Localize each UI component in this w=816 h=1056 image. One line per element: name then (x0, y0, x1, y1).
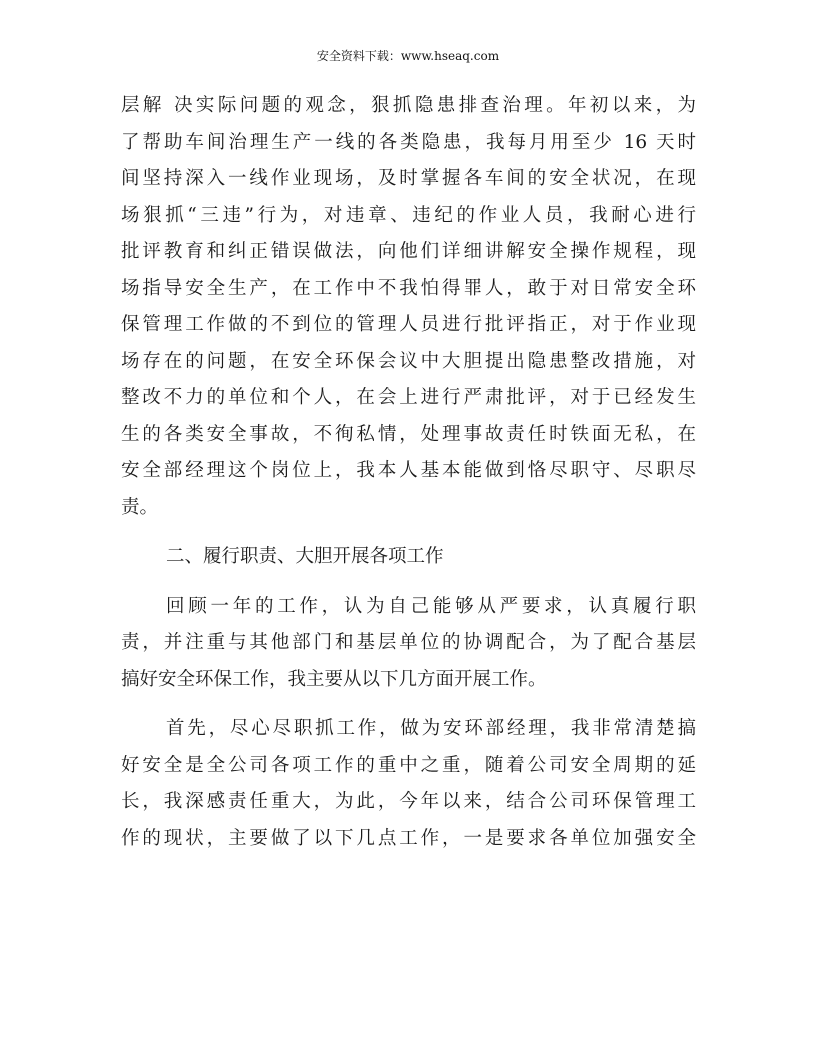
text-line: 保管理工作做的不到位的管理人员进行批评指正，对于作业现 (121, 314, 696, 335)
text-line: 批评教育和纠正错误做法，向他们详细讲解安全操作规程，现 (121, 241, 696, 262)
text-line: 层解 决实际问题的观念，狠抓隐患排查治理。年初以来，为 (121, 95, 696, 116)
text-line: 回顾一年的工作，认为自己能够从严要求，认真履行职 (166, 595, 696, 617)
text-line: 安全部经理这个岗位上，我本人基本能做到恪尽职守、尽职尽 (121, 460, 696, 481)
text-line: 首先，尽心尽职抓工作，做为安环部经理，我非常清楚搞 (166, 718, 696, 739)
text-line: 长，我深感责任重大，为此，今年以来，结合公司环保管理工 (121, 791, 696, 812)
paragraph-p2 (121, 589, 696, 699)
text-line: 搞好安全环保工作，我主要从以下几方面开展工作。 (121, 668, 547, 690)
paragraph-p3 (121, 711, 696, 857)
heading-line: 二、履行职责、大胆开展各项工作 (166, 546, 444, 567)
text-line: 间坚持深入一线作业现场，及时掌握各车间的安全状况，在现 (121, 168, 696, 189)
text-line: 场狠抓“三违”行为，对违章、违纪的作业人员，我耐心进行 (121, 204, 696, 226)
page-header: 安全资料下载：www.hseaq.com (316, 49, 500, 63)
text-line: 了帮助车间治理生产一线的各类隐患，我每月用至少 16 天时 (121, 131, 696, 153)
text-line: 场存在的问题，在安全环保会议中大胆提出隐患整改措施，对 (121, 350, 696, 372)
text-line: 好安全是全公司各项工作的重中之重，随着公司安全周期的延 (121, 754, 696, 776)
document-body (121, 88, 696, 857)
text-line: 责，并注重与其他部门和基层单位的协调配合，为了配合基层 (121, 632, 696, 653)
paragraph-spacing (121, 526, 696, 539)
section-heading (121, 539, 696, 576)
text-line: 作的现状，主要做了以下几点工作，一是要求各单位加强安全 (121, 827, 696, 849)
text-line: 责。 (121, 496, 159, 518)
paragraph-spacing (121, 576, 696, 589)
text-line: 场指导安全生产，在工作中不我怕得罪人，敢于对日常安全环 (121, 277, 696, 299)
text-line: 整改不力的单位和个人，在会上进行严肃批评，对于已经发生 (121, 387, 696, 408)
paragraph-spacing (121, 698, 696, 711)
text-line: 生的各类安全事故，不徇私情，处理事故责任时铁面无私，在 (121, 423, 696, 445)
paragraph-p1 (121, 88, 696, 526)
